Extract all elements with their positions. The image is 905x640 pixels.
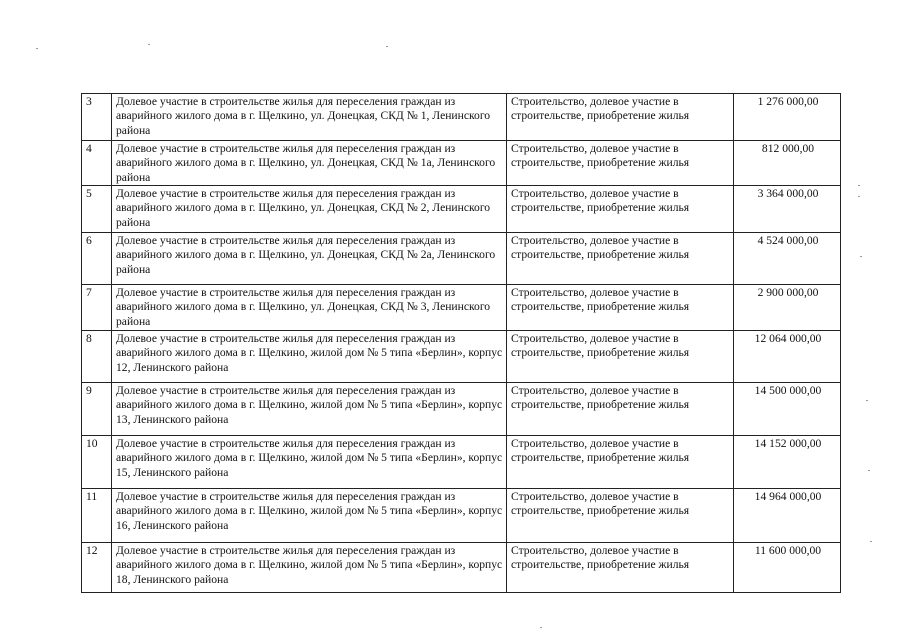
amount-cell: 11 600 000,00 xyxy=(734,543,841,593)
row-number-cell: 9 xyxy=(82,383,112,436)
scan-speck xyxy=(860,256,862,257)
object-name-cell: Долевое участие в строительстве жилья для переселения граждан из аварийного жилого дома в г. Щелкино, ул. Донецкая, СКД № 3, Ленинского района xyxy=(112,285,507,331)
direction-cell: Строительство, долевое участие в строительстве, приобретение жилья xyxy=(507,436,734,489)
direction-cell: Строительство, долевое участие в строительстве, приобретение жилья xyxy=(507,489,734,543)
amount-cell: 2 900 000,00 xyxy=(734,285,841,331)
amount-cell: 14 964 000,00 xyxy=(734,489,841,543)
table-row xyxy=(82,543,841,593)
direction-cell: Строительство, долевое участие в строительстве, приобретение жилья xyxy=(507,233,734,285)
amount-cell: 12 064 000,00 xyxy=(734,331,841,383)
direction-cell: Строительство, долевое участие в строительстве, приобретение жилья xyxy=(507,94,734,141)
direction-cell: Строительство, долевое участие в строительстве, приобретение жилья xyxy=(507,543,734,593)
object-name-cell: Долевое участие в строительстве жилья для переселения граждан из аварийного жилого дома в г. Щелкино, жилой дом № 5 типа «Берлин», корпус 18, Ленинского района xyxy=(112,543,507,593)
table-row xyxy=(82,436,841,489)
amount-cell: 812 000,00 xyxy=(734,141,841,186)
amount-cell: 3 364 000,00 xyxy=(734,186,841,233)
scan-speck xyxy=(858,185,860,186)
object-name-cell: Долевое участие в строительстве жилья для переселения граждан из аварийного жилого дома в г. Щелкино, жилой дом № 5 типа «Берлин», корпус 16, Ленинского района xyxy=(112,489,507,543)
table-row xyxy=(82,383,841,436)
amount-cell: 14 152 000,00 xyxy=(734,436,841,489)
row-number-cell: 5 xyxy=(82,186,112,233)
table-row xyxy=(82,331,841,383)
table-row xyxy=(82,94,841,141)
table-row xyxy=(82,233,841,285)
object-name-cell: Долевое участие в строительстве жилья для переселения граждан из аварийного жилого дома в г. Щелкино, ул. Донецкая, СКД № 1а, Ленинского района xyxy=(112,141,507,186)
object-name-cell: Долевое участие в строительстве жилья для переселения граждан из аварийного жилого дома в г. Щелкино, ул. Донецкая, СКД № 1, Ленинского района xyxy=(112,94,507,141)
scan-speck xyxy=(870,541,872,542)
row-number-cell: 6 xyxy=(82,233,112,285)
scan-speck xyxy=(858,196,860,197)
amount-cell: 14 500 000,00 xyxy=(734,383,841,436)
amount-cell: 4 524 000,00 xyxy=(734,233,841,285)
direction-cell: Строительство, долевое участие в строительстве, приобретение жилья xyxy=(507,331,734,383)
row-number-cell: 3 xyxy=(82,94,112,141)
object-name-cell: Долевое участие в строительстве жилья для переселения граждан из аварийного жилого дома в г. Щелкино, ул. Донецкая, СКД № 2, Ленинского района xyxy=(112,186,507,233)
scan-speck xyxy=(386,46,388,47)
amount-cell: 1 276 000,00 xyxy=(734,94,841,141)
direction-cell: Строительство, долевое участие в строительстве, приобретение жилья xyxy=(507,186,734,233)
table-row xyxy=(82,186,841,233)
direction-cell: Строительство, долевое участие в строительстве, приобретение жилья xyxy=(507,383,734,436)
direction-cell: Строительство, долевое участие в строительстве, приобретение жилья xyxy=(507,285,734,331)
row-number-cell: 4 xyxy=(82,141,112,186)
row-number-cell: 8 xyxy=(82,331,112,383)
object-name-cell: Долевое участие в строительстве жилья для переселения граждан из аварийного жилого дома в г. Щелкино, жилой дом № 5 типа «Берлин», корпус 15, Ленинского района xyxy=(112,436,507,489)
row-number-cell: 12 xyxy=(82,543,112,593)
object-name-cell: Долевое участие в строительстве жилья для переселения граждан из аварийного жилого дома в г. Щелкино, жилой дом № 5 типа «Берлин», корпус 13, Ленинского района xyxy=(112,383,507,436)
row-number-cell: 11 xyxy=(82,489,112,543)
housing-program-table xyxy=(81,93,841,593)
scan-speck xyxy=(866,400,868,401)
scan-speck xyxy=(540,627,542,628)
row-number-cell: 10 xyxy=(82,436,112,489)
scan-speck xyxy=(36,48,38,49)
direction-cell: Строительство, долевое участие в строительстве, приобретение жилья xyxy=(507,141,734,186)
scan-speck xyxy=(868,470,870,471)
scan-speck xyxy=(148,44,150,45)
table-row xyxy=(82,141,841,186)
object-name-cell: Долевое участие в строительстве жилья для переселения граждан из аварийного жилого дома в г. Щелкино, ул. Донецкая, СКД № 2а, Ленинского района xyxy=(112,233,507,285)
table-row xyxy=(82,489,841,543)
object-name-cell: Долевое участие в строительстве жилья для переселения граждан из аварийного жилого дома в г. Щелкино, жилой дом № 5 типа «Берлин», корпус 12, Ленинского района xyxy=(112,331,507,383)
row-number-cell: 7 xyxy=(82,285,112,331)
table-row xyxy=(82,285,841,331)
